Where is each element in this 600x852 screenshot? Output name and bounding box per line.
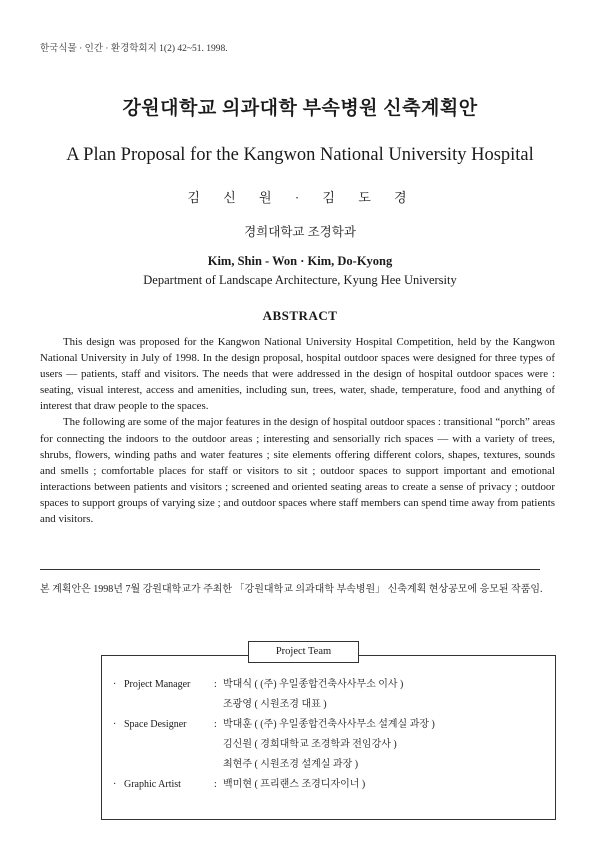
team-member: 백미현 ( 프리랜스 조경디자이너 ): [223, 779, 366, 790]
team-row: [113, 775, 553, 795]
team-role: Graphic Artist: [124, 779, 181, 790]
title-korean: 강원대학교 의과대학 부속병원 신축계획안: [122, 98, 478, 119]
footnote: 본 계획안은 1998년 7월 강원대학교가 주최한 「강원대학교 의과대학 부속병원」 신축계획 현상공모에 응모된 작품임.: [40, 584, 543, 595]
team-role: [124, 735, 214, 755]
journal-citation: 한국식물 · 인간 · 환경학회지 1(2) 42~51. 1998.: [40, 44, 228, 54]
bullet: ·: [113, 679, 117, 690]
team-row: [113, 755, 553, 775]
abstract-paragraph: The following are some of the major features in the design of hospital outdoor spaces : transitional “porch” areas for connecting the indoors to the outdoor areas ; interesting and sensorially rich spaces — with a variety of trees, shrubs, flowers, winding paths and water features ; site elements offering different colors, shapes, textures, sounds and smells ; comfortable places for staff or visitors to sit ; outdoor spaces to support important and emotional interactions between patients and visitors ; screened and oriented seating areas to create a sense of privacy ; outdoor spaces to support groups of varying size ; and outdoor spaces where staff members can spend time away from patients and visitors.: [40, 416, 555, 526]
footnote-divider: [40, 569, 540, 570]
team-role: Space Designer: [124, 719, 187, 730]
team-row: [113, 735, 553, 755]
bullet: [113, 755, 124, 775]
title-english: A Plan Proposal for the Kangwon National University Hospital: [66, 145, 534, 165]
team-role: [124, 695, 214, 715]
abstract-paragraph: This design was proposed for the Kangwon National University Hospital Competition, held by the Kangwon National University in July of 1998. In the design proposal, hospital outdoor spaces were designed for three types of users — patients, staff and visitors. The needs that were addressed in the design of hospital outdoor spaces were : seating, visual interest, access and amenities, including sun, trees, water, shade, temperature, food and anything of interest that draw people to the spaces.: [40, 336, 555, 413]
team-member: 김신원 ( 경희대학교 조경학과 전임강사 ): [223, 739, 397, 750]
bullet: [113, 735, 124, 755]
separator: [214, 735, 223, 755]
team-row: [113, 695, 553, 715]
project-team-list: [113, 675, 553, 795]
team-member: 조광영 ( 시원조경 대표 ): [223, 699, 327, 710]
team-member: 최현주 ( 시원조경 설계실 과장 ): [223, 759, 359, 770]
authors-english: Kim, Shin - Won · Kim, Do-Kyong: [207, 254, 393, 268]
affiliation-english: Department of Landscape Architecture, Kyung Hee University: [143, 273, 457, 287]
project-team-label: Project Team: [248, 641, 359, 663]
bullet: [113, 695, 124, 715]
bullet: ·: [113, 719, 117, 730]
team-role: Project Manager: [124, 679, 191, 690]
bullet: ·: [113, 779, 117, 790]
affiliation-korean: 경희대학교 조경학과: [244, 225, 356, 239]
abstract-body: [40, 334, 555, 527]
team-row: [113, 715, 553, 735]
separator: [214, 755, 223, 775]
separator: :: [214, 779, 217, 790]
abstract-heading: ABSTRACT: [262, 308, 338, 323]
separator: :: [214, 719, 217, 730]
separator: :: [214, 679, 217, 690]
team-role: [124, 755, 214, 775]
authors-korean: 김 신 원 · 김 도 경: [187, 190, 413, 205]
team-member: 박대식 ( (주) 우일종합건축사사무소 이사 ): [223, 679, 404, 690]
team-member: 박대훈 ( (주) 우일종합건축사사무소 설계실 과장 ): [223, 719, 435, 730]
separator: [214, 695, 223, 715]
team-row: [113, 675, 553, 695]
